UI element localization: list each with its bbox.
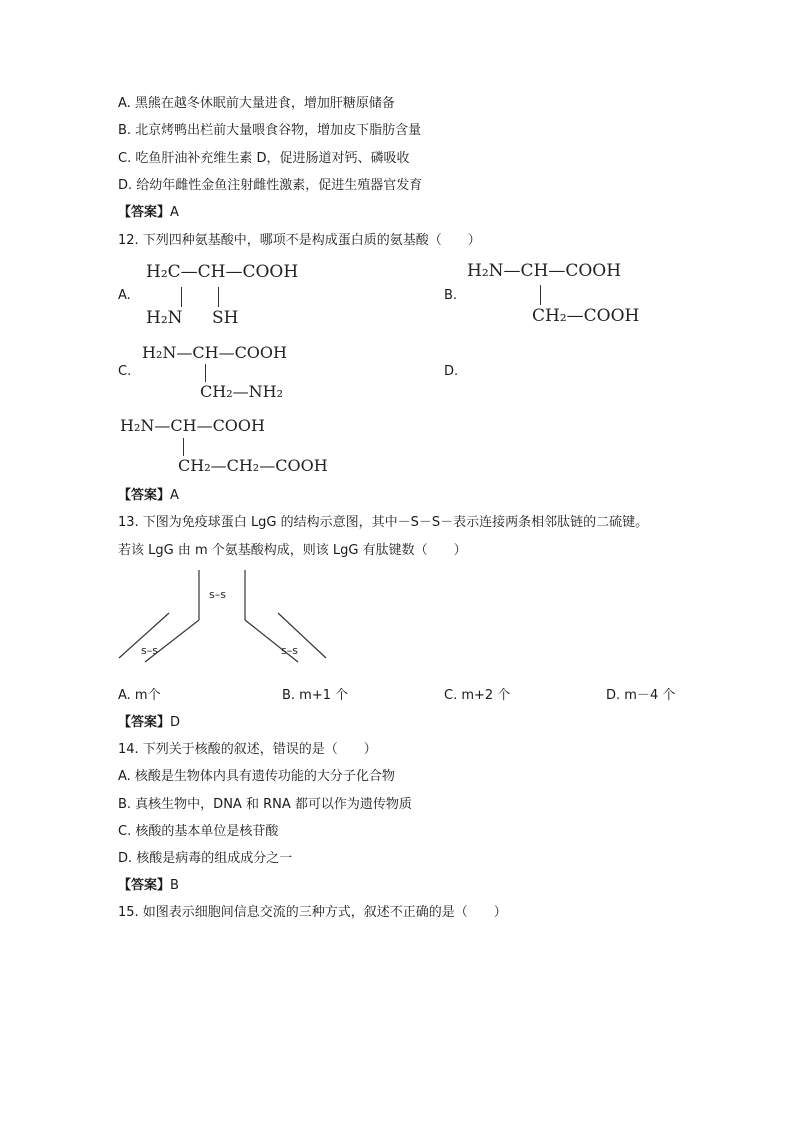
q13-answer bbox=[118, 714, 180, 732]
q13-stem-line2: 若该 LgG 由 m 个氨基酸构成，则该 LgG 有肽键数（ ） bbox=[118, 543, 467, 558]
q13-option-c: C. m+2 个 bbox=[444, 688, 511, 703]
q12-label-a: A. bbox=[118, 288, 131, 303]
bond-line bbox=[183, 438, 184, 456]
q12-label-c: C. bbox=[118, 364, 132, 379]
q11-answer bbox=[118, 204, 179, 222]
answer-value: A bbox=[170, 488, 179, 503]
bond-line bbox=[540, 285, 541, 305]
q14-stem: 14. 下列关于核酸的叙述，错误的是（ ） bbox=[118, 742, 377, 757]
disulfide-bond-hinge: s–s bbox=[209, 588, 226, 601]
q12-label-d: D. bbox=[444, 364, 459, 379]
q12-a-formula-top: H₂C—CH—COOH bbox=[146, 262, 299, 282]
q11-option-a: A. 黑熊在越冬休眠前大量进食，增加肝糖原储备 bbox=[118, 96, 395, 111]
q14-option-d: D. 核酸是病毒的组成成分之一 bbox=[118, 851, 293, 866]
bond-line bbox=[181, 287, 182, 307]
q13-option-a: A. m个 bbox=[118, 688, 161, 703]
answer-value: B bbox=[170, 878, 179, 893]
q13-stem-line1: 13. 下图为免疫球蛋白 LgG 的结构示意图，其中－S－S－表示连接两条相邻肽链的二硫键。 bbox=[118, 515, 649, 530]
q14-answer bbox=[118, 877, 179, 895]
bond-line bbox=[218, 287, 219, 307]
q11-option-d: D. 给幼年雌性金鱼注射雌性激素，促进生殖器官发育 bbox=[118, 178, 423, 193]
q12-d-formula-bottom: CH₂—CH₂—COOH bbox=[178, 456, 328, 475]
q15-stem: 15. 如图表示细胞间信息交流的三种方式，叙述不正确的是（ ） bbox=[118, 905, 507, 920]
q12-stem: 12. 下列四种氨基酸中，哪项不是构成蛋白质的氨基酸（ ） bbox=[118, 233, 481, 248]
q14-option-c: C. 核酸的基本单位是核苷酸 bbox=[118, 824, 279, 839]
answer-tag: 【答案】 bbox=[118, 488, 171, 503]
disulfide-bond-right: s–s bbox=[281, 644, 298, 657]
answer-tag: 【答案】 bbox=[118, 715, 171, 730]
q14-option-a: A. 核酸是生物体内具有遗传功能的大分子化合物 bbox=[118, 769, 395, 784]
q12-a-formula-amino: H₂N bbox=[146, 308, 183, 328]
q12-a-formula-thiol: SH bbox=[212, 308, 239, 328]
q13-option-d: D. m－4 个 bbox=[606, 688, 676, 703]
q12-b-formula-top: H₂N—CH—COOH bbox=[467, 261, 622, 281]
q11-option-b: B. 北京烤鸭出栏前大量喂食谷物，增加皮下脂肪含量 bbox=[118, 123, 422, 138]
q12-c-formula-bottom: CH₂—NH₂ bbox=[200, 382, 283, 401]
q12-b-formula-bottom: CH₂—COOH bbox=[532, 306, 640, 326]
q12-label-b: B. bbox=[444, 288, 458, 303]
disulfide-bond-left: s–s bbox=[141, 644, 158, 657]
bond-line bbox=[205, 364, 206, 382]
q11-option-c: C. 吃鱼肝油补充维生素 D，促进肠道对钙、磷吸收 bbox=[118, 151, 410, 166]
answer-tag: 【答案】 bbox=[118, 878, 171, 893]
answer-value: A bbox=[170, 205, 179, 220]
q13-option-b: B. m+1 个 bbox=[282, 688, 349, 703]
answer-tag: 【答案】 bbox=[118, 205, 171, 220]
answer-value: D bbox=[170, 715, 181, 730]
q14-option-b: B. 真核生物中，DNA 和 RNA 都可以作为遗传物质 bbox=[118, 797, 412, 812]
q12-answer bbox=[118, 487, 179, 505]
q12-d-formula-top: H₂N—CH—COOH bbox=[120, 416, 265, 435]
q12-c-formula-top: H₂N—CH—COOH bbox=[142, 343, 287, 362]
igg-structure-diagram bbox=[115, 565, 330, 665]
